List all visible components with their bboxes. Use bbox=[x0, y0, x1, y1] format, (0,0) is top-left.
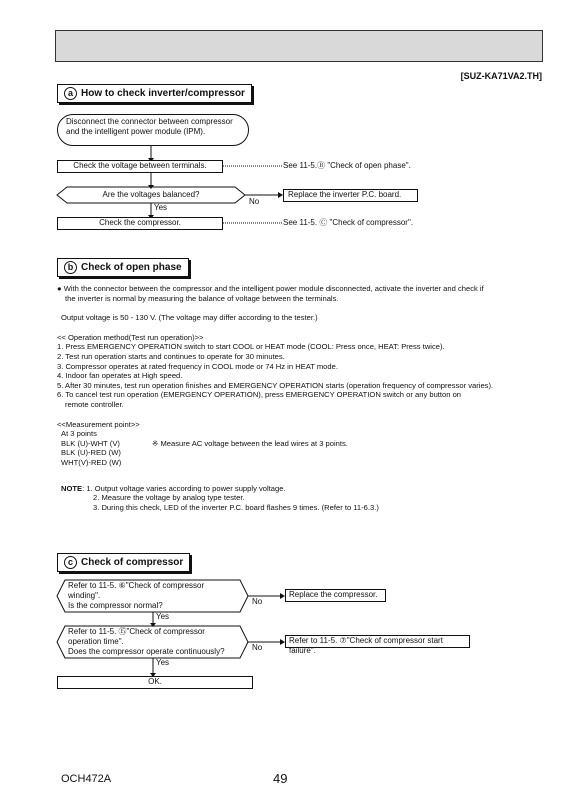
check-compressor-box bbox=[57, 217, 223, 230]
yes-label-1: Yes bbox=[156, 612, 170, 621]
operation-step-2: 2. Test run operation starts and continues to operate for 30 minutes. bbox=[57, 351, 285, 361]
note-line-1 bbox=[57, 484, 547, 494]
section-c-letter: c bbox=[64, 556, 77, 569]
measurement-points: At 3 points bbox=[61, 429, 97, 439]
decision-operation-line-3: Does the compressor operate continuously? bbox=[68, 647, 225, 656]
section-a-heading bbox=[57, 84, 252, 103]
step2-reference: See 11-5. Ⓒ "Check of compressor". bbox=[283, 218, 414, 227]
document-code: OCH472A bbox=[61, 773, 112, 785]
start-failure-text: Refer to 11-5. ⑦"Check of compressor start failure". bbox=[289, 636, 443, 655]
measurement-heading: <<Measurement point>> bbox=[57, 419, 140, 429]
note-label: NOTE bbox=[61, 483, 83, 493]
open-phase-body bbox=[57, 284, 547, 512]
section-b-heading bbox=[57, 258, 189, 277]
step1-reference: See 11-5.Ⓑ "Check of open phase". bbox=[283, 161, 411, 170]
note-1: : 1. Output voltage varies according to power supply voltage. bbox=[82, 483, 286, 493]
decision-winding bbox=[68, 581, 204, 611]
no-label-1: No bbox=[252, 597, 263, 606]
operation-heading: << Operation method(Test run operation)>> bbox=[57, 332, 204, 342]
section-a-title: How to check inverter/compressor bbox=[81, 88, 245, 99]
section-c-title: Check of compressor bbox=[81, 557, 184, 568]
ok-text: OK. bbox=[148, 677, 162, 686]
section-b-letter: b bbox=[64, 261, 77, 274]
operation-step-1: 1. Press EMERGENCY OPERATION switch to start COOL or HEAT mode (COOL: Press once, HEAT: Press twice). bbox=[57, 342, 445, 352]
bullet-line-2: the inverter is normal by measuring the balance of voltage between the terminals. bbox=[65, 293, 339, 303]
check-voltage-text: Check the voltage between terminals. bbox=[73, 161, 207, 170]
check-compressor-text: Check the compressor. bbox=[99, 218, 181, 227]
operation-step-5: 5. After 30 minutes, test run operation finishes and EMERGENCY OPERATION starts (operation frequency of compressor varies). bbox=[57, 380, 494, 390]
section-a-letter: a bbox=[64, 87, 77, 100]
yes-label: Yes bbox=[154, 203, 168, 212]
operation-step-4: 4. Indoor fan operates at High speed. bbox=[57, 371, 183, 381]
decision-winding-line-2: winding". bbox=[68, 591, 101, 600]
ok-box bbox=[57, 676, 253, 689]
check-voltage-box bbox=[57, 160, 223, 173]
measurement-3: WHT(V)-RED (W) bbox=[61, 457, 122, 467]
measurement-2: BLK (U)-RED (W) bbox=[61, 448, 121, 458]
yes-label-2: Yes bbox=[156, 658, 170, 667]
operation-step-3: 3. Compressor operates at rated frequency in COOL mode or 74 Hz in HEAT mode. bbox=[57, 361, 338, 371]
decision-operation-line-2: operation time". bbox=[68, 637, 124, 646]
note-3: 3. During this check, LED of the inverter P.C. board flashes 9 times. (Refer to 11-6.3.) bbox=[93, 502, 379, 512]
operation-step-6b: remote controller. bbox=[65, 399, 124, 409]
replace-compressor-box bbox=[285, 589, 386, 602]
bullet-line-1: ● With the connector between the compressor and the intelligent power module disconnected, activate the inverter and check if bbox=[57, 284, 484, 293]
note-2: 2. Measure the voltage by analog type tester. bbox=[93, 493, 245, 503]
start-failure-box bbox=[285, 635, 470, 655]
section-b-title: Check of open phase bbox=[81, 262, 182, 273]
measurement-note: ※ Measure AC voltage between the lead wires at 3 points. bbox=[152, 438, 348, 448]
operation-step-6: 6. To cancel test run operation (EMERGENCY OPERATION), press EMERGENCY OPERATION switch or any button on bbox=[57, 390, 462, 400]
section-c-heading bbox=[57, 553, 190, 572]
decision-winding-line-3: Is the compressor normal? bbox=[68, 601, 163, 610]
no-label-2: No bbox=[252, 643, 263, 652]
decision-operation-line-1: Refer to 11-5. ⑮"Check of compressor bbox=[68, 627, 205, 636]
decision-text: Are the voltages balanced? bbox=[102, 190, 200, 199]
decision-winding-line-1: Refer to 11-5. ⑥"Check of compressor bbox=[68, 581, 205, 590]
replace-compressor-text: Replace the compressor. bbox=[289, 590, 378, 599]
replace-pcb-text: Replace the inverter P.C. board. bbox=[288, 190, 402, 199]
no-label: No bbox=[249, 197, 260, 206]
replace-pcb-box bbox=[283, 189, 418, 202]
page-number: 49 bbox=[273, 771, 288, 786]
output-voltage: Output voltage is 50 - 130 V. (The voltage may differ according to the tester.) bbox=[61, 313, 318, 323]
model-label: [SUZ-KA71VA2.TH] bbox=[460, 71, 542, 81]
measurement-1: BLK (U)-WHT (V) bbox=[61, 438, 120, 448]
decision-operation-time bbox=[68, 627, 225, 657]
start-box bbox=[57, 114, 249, 146]
start-text: Disconnect the connector between compressor and the intelligent power module (IPM). bbox=[66, 117, 233, 136]
